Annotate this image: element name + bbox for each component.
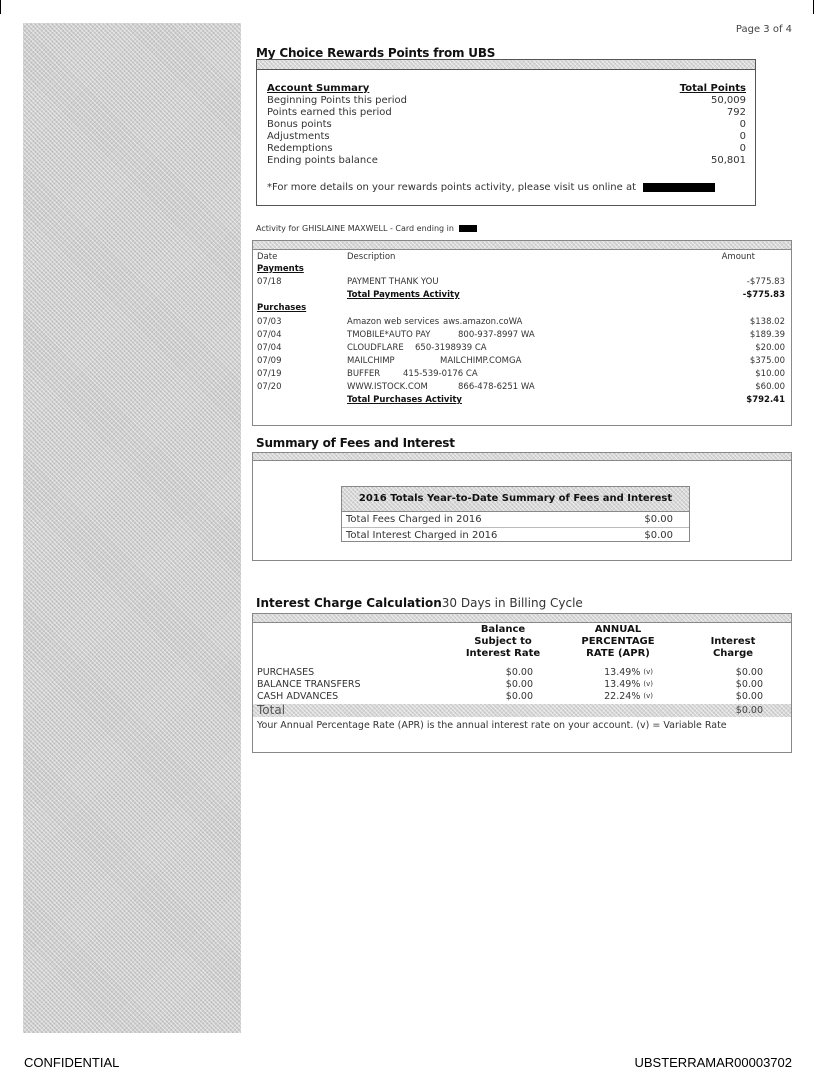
- table-row: [257, 277, 785, 288]
- interest-row: [253, 667, 791, 678]
- fees-row: [342, 528, 689, 543]
- col-charge-header: [698, 636, 768, 660]
- col-charge-line: Interest: [710, 636, 756, 647]
- activity-header-row: [257, 252, 785, 263]
- activity-table: [252, 240, 792, 426]
- crop-mark-right: [813, 0, 814, 14]
- interest-row-charge: $0.00: [735, 667, 763, 678]
- activity-caption: [256, 224, 477, 233]
- rewards-row: [267, 143, 746, 155]
- col-apr-header: [568, 624, 668, 660]
- table-row: [257, 343, 785, 354]
- purchases-label: Purchases: [257, 303, 307, 313]
- fees-row-label: Total Fees Charged in 2016: [346, 514, 482, 525]
- interest-subtitle: 30 Days in Billing Cycle: [441, 596, 583, 610]
- activity-header-bar: [253, 241, 791, 250]
- interest-row-charge: $0.00: [735, 691, 763, 702]
- interest-row-apr: 13.49%: [604, 679, 641, 690]
- interest-table: [252, 613, 792, 753]
- fees-header-bar: [253, 453, 791, 461]
- account-summary-label: Account Summary: [267, 83, 370, 94]
- row-date: 07/20: [257, 382, 282, 392]
- rewards-row-label: Ending points balance: [267, 155, 378, 166]
- fees-title: Summary of Fees and Interest: [256, 436, 455, 450]
- fees-box: [252, 452, 792, 561]
- row-description: WWW.ISTOCK.COM: [347, 382, 428, 392]
- fees-row-value: $0.00: [644, 514, 673, 525]
- col-balance-line: Balance: [480, 624, 526, 635]
- rewards-row-value: 0: [739, 143, 746, 154]
- row-description: Amazon web services: [347, 317, 440, 327]
- rewards-row-value: 50,009: [711, 95, 746, 106]
- interest-total-value: $0.00: [735, 705, 763, 716]
- rewards-title: My Choice Rewards Points from UBS: [256, 46, 496, 60]
- table-row: [257, 330, 785, 341]
- row-description: TMOBILE*AUTO PAY: [347, 330, 431, 340]
- payments-label: Payments: [257, 264, 304, 274]
- payments-total-label: Total Payments Activity: [347, 290, 460, 300]
- col-apr-line: RATE (APR): [586, 648, 650, 659]
- rewards-row-value: 0: [739, 131, 746, 142]
- rewards-row-label: Adjustments: [267, 131, 330, 142]
- row-location: 866-478-6251 WA: [458, 382, 535, 392]
- row-amount: $189.39: [749, 330, 785, 340]
- fees-table-title: 2016 Totals Year-to-Date Summary of Fees and Interest: [342, 487, 689, 512]
- row-location: 800-937-8997 WA: [458, 330, 535, 340]
- col-balance-line: Interest Rate: [465, 648, 541, 659]
- col-date-header: Date: [257, 252, 278, 262]
- purchases-total-value: $792.41: [746, 395, 785, 405]
- interest-row-apr: 22.24%: [604, 691, 641, 702]
- table-row: [257, 317, 785, 328]
- row-date: 07/03: [257, 317, 282, 327]
- table-row: [257, 356, 785, 367]
- rewards-row-label: Beginning Points this period: [267, 95, 407, 106]
- col-balance-header: [458, 624, 548, 660]
- footer-document-id: UBSTERRAMAR00003702: [634, 1055, 792, 1070]
- interest-total-row: [253, 704, 791, 717]
- fees-row-value: $0.00: [644, 530, 673, 541]
- row-location: aws.amazon.coWA: [443, 317, 523, 327]
- purchases-label-row: [257, 303, 785, 314]
- row-amount: $20.00: [755, 343, 785, 353]
- variable-flag: (v): [643, 692, 653, 700]
- interest-title: Interest Charge Calculation: [256, 596, 442, 610]
- footer-confidential: CONFIDENTIAL: [24, 1055, 120, 1070]
- interest-row-label: CASH ADVANCES: [257, 691, 339, 702]
- table-row: [257, 369, 785, 380]
- variable-flag: (v): [643, 668, 653, 676]
- row-date: 07/04: [257, 330, 282, 340]
- row-location: 415-539-0176 CA: [403, 369, 478, 379]
- purchases-total-row: [257, 395, 785, 406]
- row-description: BUFFER: [347, 369, 381, 379]
- interest-row: [253, 679, 791, 690]
- fees-row: [342, 512, 689, 528]
- row-description: CLOUDFLARE: [347, 343, 404, 353]
- row-description: PAYMENT THANK YOU: [347, 277, 439, 287]
- redaction-block: [459, 225, 477, 232]
- redaction-block: [643, 183, 715, 192]
- rewards-row: [267, 131, 746, 143]
- interest-row: [253, 691, 791, 702]
- interest-row-apr: 13.49%: [604, 667, 641, 678]
- apr-note: Your Annual Percentage Rate (APR) is the annual interest rate on your account. (v) = Variable Rate: [257, 720, 727, 731]
- purchases-total-label: Total Purchases Activity: [347, 395, 462, 405]
- total-points-label: Total Points: [679, 83, 746, 94]
- rewards-row-value: 50,801: [711, 155, 746, 166]
- row-amount: -$775.83: [746, 277, 785, 287]
- interest-row-balance: $0.00: [505, 667, 533, 678]
- col-description-header: Description: [347, 252, 396, 262]
- col-apr-line: ANNUAL: [594, 624, 642, 635]
- col-amount-header: Amount: [721, 252, 755, 262]
- row-location: 650-3198939 CA: [415, 343, 487, 353]
- row-description: MAILCHIMP: [347, 356, 395, 366]
- interest-row-label: BALANCE TRANSFERS: [257, 679, 361, 690]
- rewards-header-row: [267, 83, 746, 95]
- rewards-row: [267, 95, 746, 107]
- rewards-row-value: 792: [726, 107, 746, 118]
- col-apr-line: PERCENTAGE: [581, 636, 655, 647]
- rewards-row: [267, 155, 746, 167]
- variable-flag: (v): [643, 680, 653, 688]
- activity-caption-text: Activity for GHISLAINE MAXWELL - Card ending in: [256, 224, 454, 233]
- interest-header-bar: [253, 614, 791, 623]
- row-date: 07/19: [257, 369, 282, 379]
- payments-total-value: -$775.83: [742, 290, 785, 300]
- rewards-row: [267, 107, 746, 119]
- row-amount: $138.02: [749, 317, 785, 327]
- rewards-note-text: *For more details on your rewards points activity, please visit us online at: [267, 182, 636, 193]
- rewards-header-bar: [257, 60, 755, 70]
- interest-row-label: PURCHASES: [257, 667, 315, 678]
- fees-summary-table: [341, 486, 690, 542]
- interest-row-balance: $0.00: [505, 679, 533, 690]
- row-amount: $375.00: [749, 356, 785, 366]
- rewards-row-label: Redemptions: [267, 143, 333, 154]
- page-number: Page 3 of 4: [735, 24, 792, 35]
- rewards-row: [267, 119, 746, 131]
- crop-mark-left: [0, 0, 1, 14]
- row-amount: $10.00: [755, 369, 785, 379]
- interest-row-charge: $0.00: [735, 679, 763, 690]
- table-row: [257, 382, 785, 393]
- sidebar-pattern: [23, 23, 241, 1033]
- rewards-row-label: Points earned this period: [267, 107, 392, 118]
- rewards-row-label: Bonus points: [267, 119, 332, 130]
- col-balance-line: Subject to: [474, 636, 532, 647]
- rewards-row-value: 0: [739, 119, 746, 130]
- interest-title-line: [256, 592, 583, 611]
- col-charge-line: Charge: [712, 648, 754, 659]
- row-amount: $60.00: [755, 382, 785, 392]
- rewards-note: [267, 182, 715, 193]
- row-date: 07/09: [257, 356, 282, 366]
- row-location: MAILCHIMP.COMGA: [440, 356, 522, 366]
- interest-row-balance: $0.00: [505, 691, 533, 702]
- fees-row-label: Total Interest Charged in 2016: [346, 530, 498, 541]
- interest-total-label: Total: [257, 703, 286, 717]
- row-date: 07/18: [257, 277, 282, 287]
- payments-label-row: [257, 264, 785, 275]
- rewards-box: [256, 59, 756, 206]
- payments-total-row: [257, 290, 785, 301]
- row-date: 07/04: [257, 343, 282, 353]
